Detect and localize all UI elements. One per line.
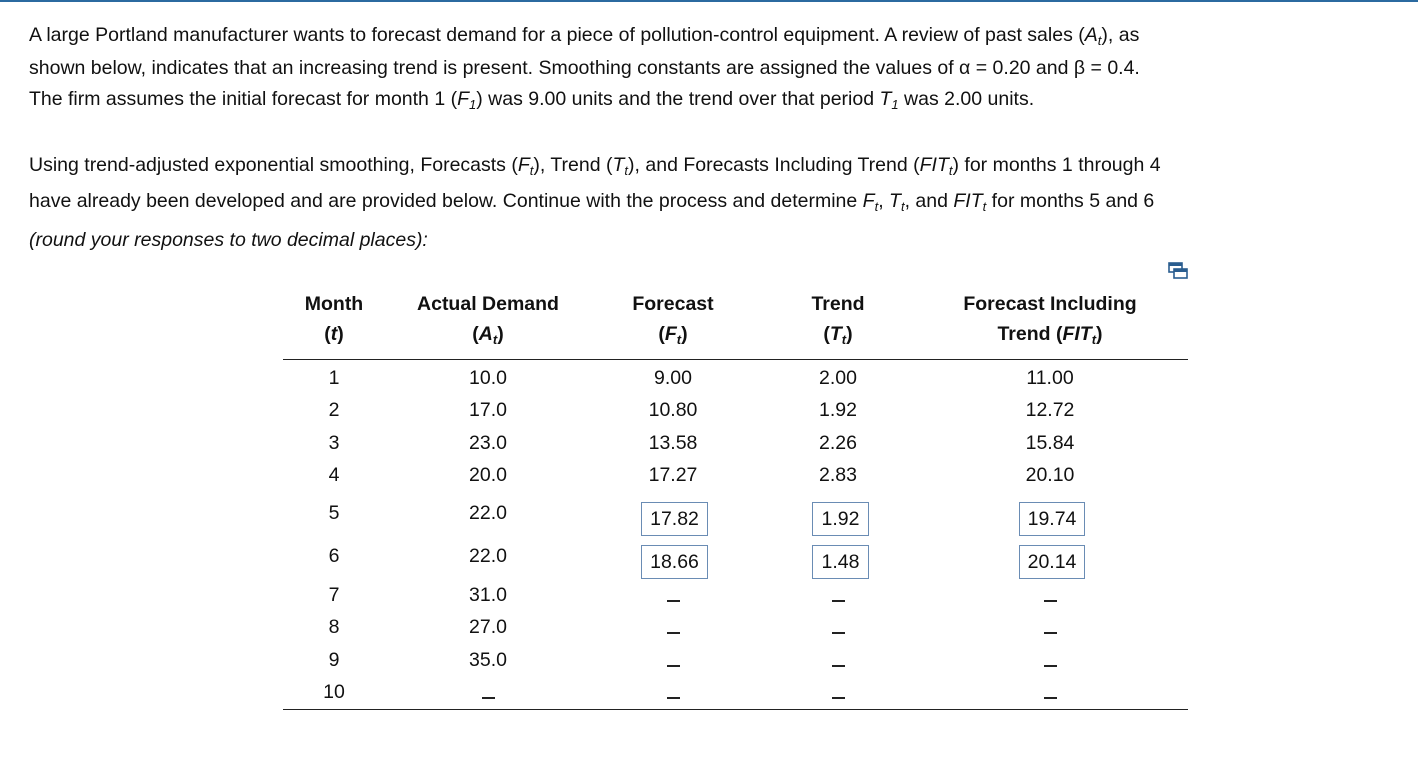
trend-cell: 2.00 <box>819 367 857 389</box>
actual-cell: 23.0 <box>469 432 507 454</box>
actual-cell: 22.0 <box>469 502 507 524</box>
empty-cell-dash <box>832 697 845 699</box>
empty-cell-dash <box>1044 600 1057 602</box>
empty-cell-dash <box>1044 665 1057 667</box>
month-cell: 5 <box>328 502 340 524</box>
empty-cell-dash <box>832 632 845 634</box>
header-trend: Trend $(T_t)$ <box>811 293 865 347</box>
problem-paragraph-1: A large Portland manufacturer wants to forecast demand for a piece of pollution-control equipment. A review of past sales $(A_t)$, as shown below, indicates that an increasing trend is present. Smoothing constants are assigned the values of α = 0.20 and β = 0.4. The firm assumes the initial forecast for month 1 $(F_1)$ was 9.00 units and the trend over that period $T_1$ was 2.00 units. <box>29 24 1140 112</box>
forecast-cell: 10.80 <box>648 399 698 421</box>
empty-cell-dash <box>832 665 845 667</box>
trend-cell: 2.26 <box>819 432 857 454</box>
actual-cell: 22.0 <box>469 545 507 567</box>
actual-cell: 35.0 <box>469 649 507 671</box>
header-forecast: Forecast $(F_t)$ <box>632 293 714 347</box>
forecast-cell: 13.58 <box>648 432 698 454</box>
copy-table-icon[interactable] <box>1168 262 1188 280</box>
problem-paragraph-2: Using trend-adjusted exponential smoothing, Forecasts $(F_t)$, Trend $(T_t)$, and Forecasts Including Trend $(FIT_t)$ for months 1 through 4 have already been developed and are provided below. Continue with the process and determine $F_t$, $T_t$, and $FIT_t$ for months 5 and 6 (round your responses to two decimal places): <box>29 154 1161 251</box>
header-rule <box>283 359 1188 360</box>
trend-input-month-6[interactable]: 1.48 <box>812 545 869 579</box>
month-cell: 7 <box>328 584 340 606</box>
empty-cell-dash <box>667 697 680 699</box>
trend-cell: 1.92 <box>819 399 857 421</box>
header-month: Month (t) <box>304 293 364 345</box>
forecast-input-month-5[interactable]: 17.82 <box>641 502 708 536</box>
fit-cell: 11.00 <box>1026 367 1074 389</box>
empty-cell-dash <box>667 665 680 667</box>
month-cell: 8 <box>328 616 340 638</box>
trend-input-month-5[interactable]: 1.92 <box>812 502 869 536</box>
month-cell: 10 <box>323 681 345 703</box>
top-border <box>0 0 1418 2</box>
fit-input-month-5[interactable]: 19.74 <box>1019 502 1085 536</box>
header-actual-demand: Actual Demand $(A_t)$ <box>417 293 559 347</box>
empty-cell-dash <box>832 600 845 602</box>
actual-cell: 31.0 <box>469 584 507 606</box>
fit-input-month-6[interactable]: 20.14 <box>1019 545 1085 579</box>
month-cell: 4 <box>328 464 340 486</box>
header-forecast-including-trend: Forecast Including Trend $(FIT_t)$ <box>963 293 1137 347</box>
month-cell: 2 <box>328 399 340 421</box>
footer-rule <box>283 709 1188 710</box>
empty-cell-dash <box>482 697 495 699</box>
forecast-input-month-6[interactable]: 18.66 <box>641 545 708 579</box>
actual-cell: 27.0 <box>469 616 507 638</box>
fit-cell: 12.72 <box>1025 399 1075 421</box>
empty-cell-dash <box>667 632 680 634</box>
actual-cell: 20.0 <box>469 464 507 486</box>
empty-cell-dash <box>667 600 680 602</box>
actual-cell: 17.0 <box>469 399 507 421</box>
fit-cell: 20.10 <box>1025 464 1075 486</box>
empty-cell-dash <box>1044 632 1057 634</box>
month-cell: 1 <box>328 367 340 389</box>
trend-cell: 2.83 <box>819 464 857 486</box>
forecast-cell: 17.27 <box>648 464 698 486</box>
month-cell: 6 <box>328 545 340 567</box>
fit-cell: 15.84 <box>1025 432 1075 454</box>
actual-cell: 10.0 <box>469 367 507 389</box>
month-cell: 3 <box>328 432 340 454</box>
forecast-cell: 9.00 <box>654 367 692 389</box>
month-cell: 9 <box>328 649 340 671</box>
empty-cell-dash <box>1044 697 1057 699</box>
